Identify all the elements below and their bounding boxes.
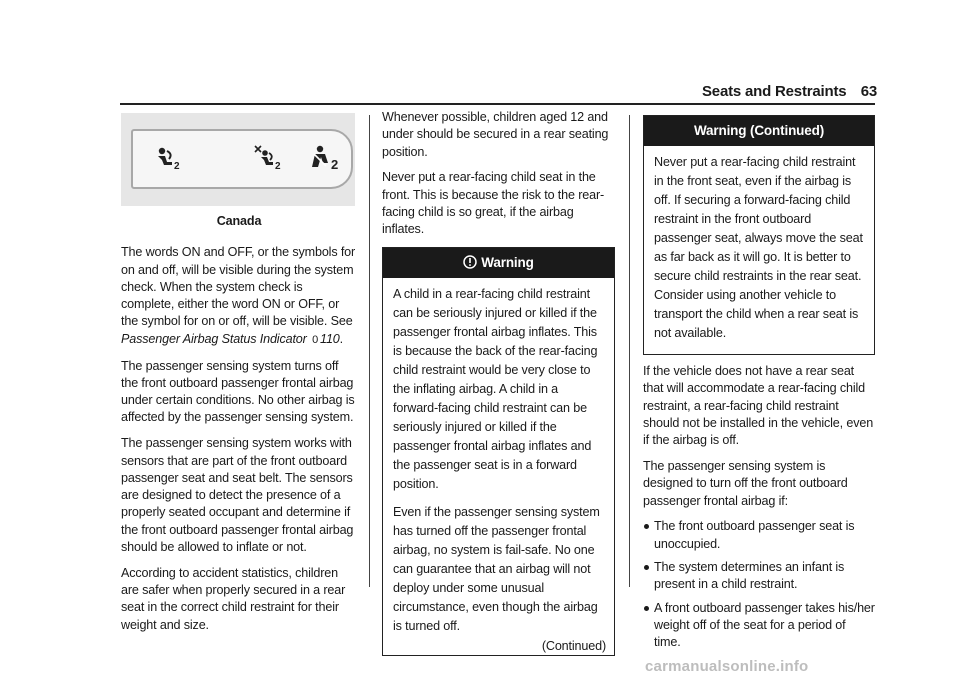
warning-box-continued (643, 115, 875, 355)
warning-paragraph: A child in a rear-facing child restraint can be seriously injured or killed if the passenger frontal airbag inflates. This is because the back of the rear-facing child restraint would be very close to the inflating airbag. A child in a forward-facing child restraint can be seriously injured or killed if the passenger frontal airbag inflates and the passenger seat is in a forward position. (393, 287, 598, 492)
warning-box (382, 247, 615, 656)
warning-icon (463, 255, 477, 269)
paragraph: The passenger sensing system turns off the front outboard passenger frontal airbag under certain conditions. No other airbag is affected by the passenger sensing system. (121, 358, 355, 425)
paragraph: Never put a rear-facing child seat in the front. This is because the risk to the rear-facing child is so great, if the airbag inflates. (382, 170, 605, 237)
paragraph: According to accident statistics, children are safer when properly secured in a rear seat in the correct child restraint for their weight and size. (121, 565, 346, 632)
svg-text:2: 2 (174, 161, 180, 171)
paragraph: The words ON and OFF, or the symbols for on and off, will be visible during the system check. When the system check is complete, either the word ON or OFF, or the symbol for on or off, will be visible. See Passenger Airbag Status Indicator 0 110. (121, 245, 356, 346)
page-header (702, 83, 877, 100)
list-item: The system determines an infant is present in a child restraint. (643, 559, 875, 594)
watermark: carmanualsonline.info (645, 658, 809, 675)
seatbelt-reminder-icon (307, 145, 343, 173)
svg-text:2: 2 (275, 161, 281, 171)
cross-reference-page[interactable]: 110 (320, 331, 340, 346)
indicator-figure (121, 113, 355, 206)
warning-title: Warning (481, 255, 534, 271)
warning-header: Warning (Continued) (644, 116, 874, 146)
warning-paragraph: Even if the passenger sensing system has turned off the passenger frontal airbag, no system is fail-safe. No one can guarantee that an airbag will not deploy under some unusual circumstance, even though the airbag is turned off. (393, 505, 600, 634)
indicator-panel (131, 129, 353, 189)
paragraph: If the vehicle does not have a rear seat that will accommodate a rear-facing child restraint, a rear-facing child restraint should not be installed in the vehicle, even if the airbag is off. (643, 364, 874, 448)
figure-caption: Canada (216, 214, 262, 228)
page-reference-icon: 0 (312, 333, 319, 346)
paragraph: The passenger sensing system works with sensors that are part of the front outboard passenger seat and seat belt. The sensors are designed to detect the presence of a properly seated occupant and determine if the front outboard passenger frontal airbag should be allowed to inflate or not. (121, 436, 354, 555)
list-item: A front outboard passenger takes his/her weight off of the seat for a period of time. (643, 600, 875, 652)
column-3 (643, 113, 875, 657)
paragraph: Whenever possible, children aged 12 and under should be secured in a rear seating position. (382, 110, 609, 159)
bullet-list (643, 518, 875, 651)
page-number: 63 (860, 83, 877, 100)
list-item: The front outboard passenger seat is unoccupied. (643, 518, 875, 553)
continued-label: (Continued) (541, 639, 606, 654)
warning-body (644, 146, 874, 354)
paragraph: The passenger sensing system is designed to turn off the front outboard passenger frontal airbag if: (643, 458, 848, 508)
section-title: Seats and Restraints (702, 83, 847, 100)
warning-paragraph: Never put a rear-facing child restraint in the front seat, even if the airbag is off. If securing a forward-facing child restraint in the front outboard passenger seat, always move the seat as far back as it will go. It is better to secure child restraints in the rear seat. Consider using another vehicle to transport the child when a rear seat is not available. (654, 155, 863, 340)
passenger-airbag-on-icon (153, 145, 187, 171)
cross-reference-link[interactable]: Passenger Airbag Status Indicator (121, 331, 307, 346)
column-divider-2 (629, 115, 630, 587)
column-1 (121, 113, 357, 643)
passenger-airbag-off-icon (253, 145, 287, 171)
svg-text:2: 2 (331, 157, 339, 172)
warning-body (383, 278, 614, 655)
column-divider-1 (369, 115, 370, 587)
warning-header (383, 248, 614, 278)
header-rule (120, 103, 875, 105)
column-2 (382, 109, 615, 664)
